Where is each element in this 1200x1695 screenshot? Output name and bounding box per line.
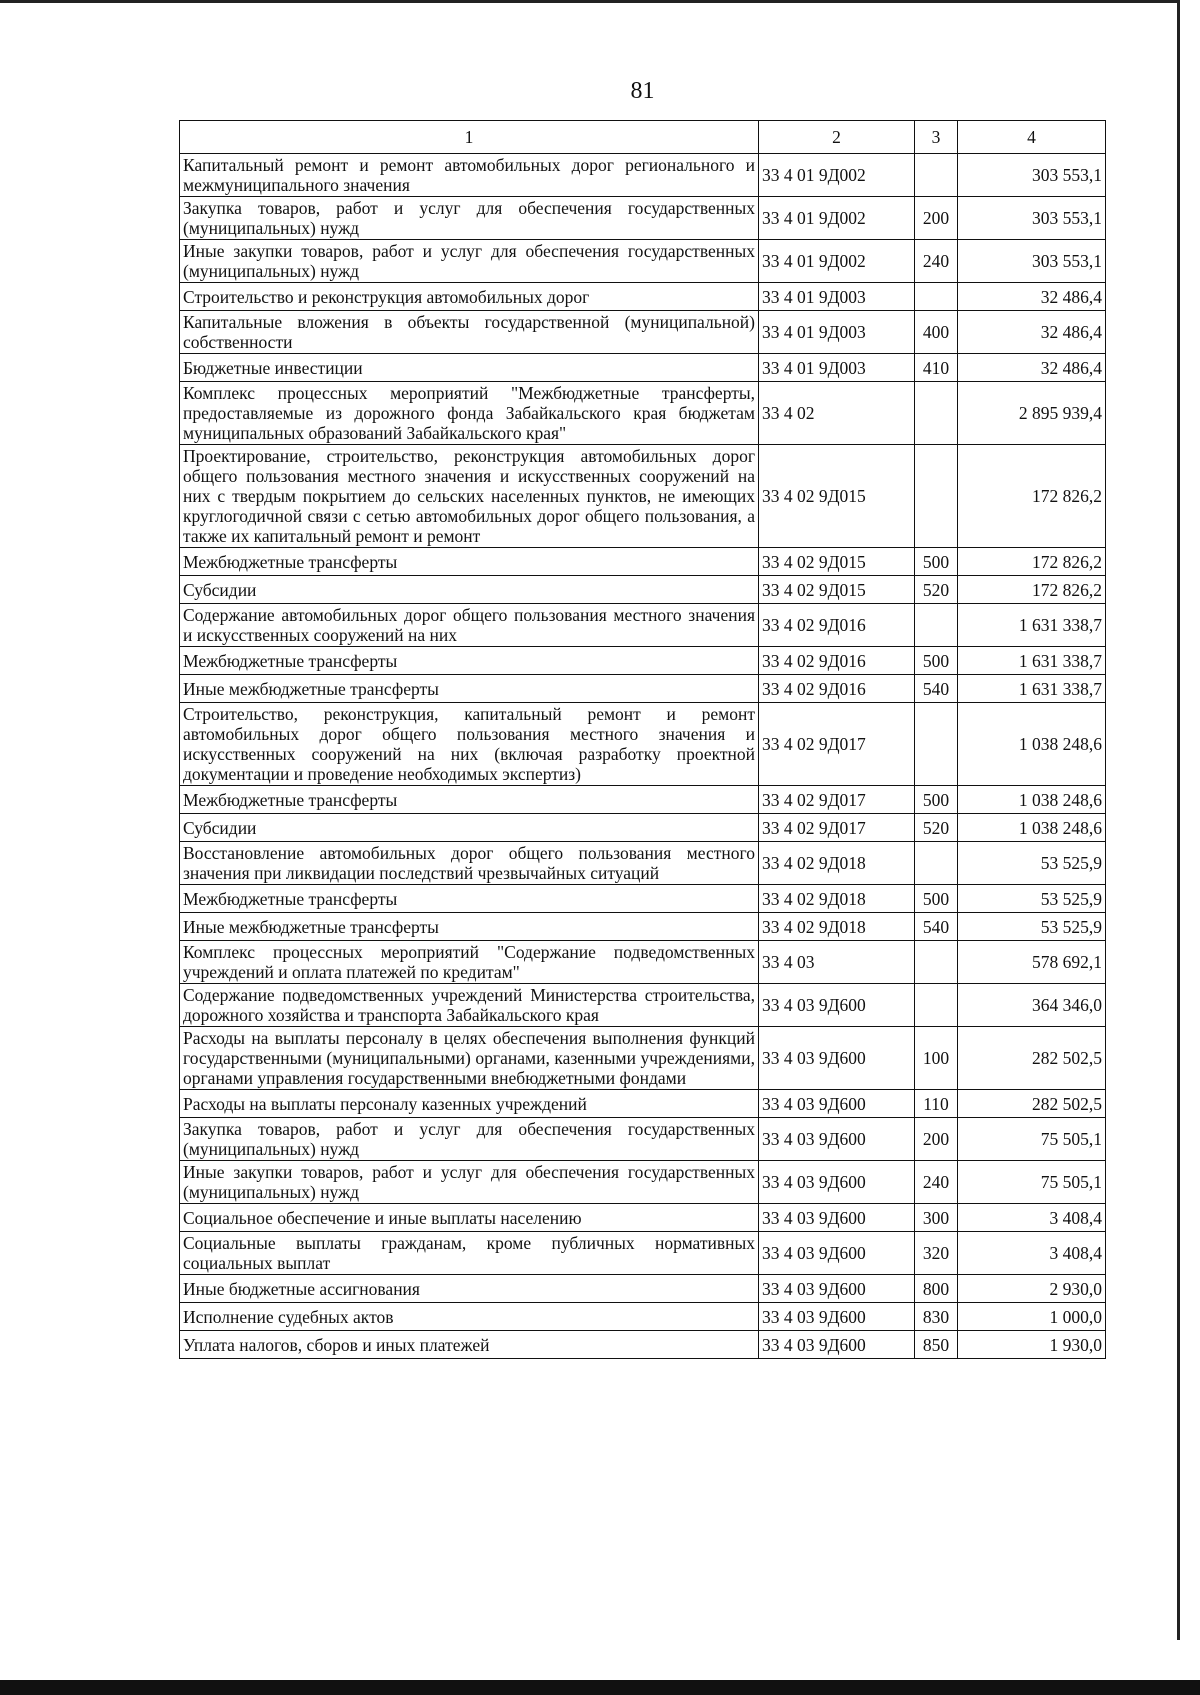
- header-col-1: 1: [180, 121, 759, 154]
- row-sum: 53 525,9: [958, 842, 1106, 885]
- page-number: 81: [630, 78, 655, 104]
- row-sum: 1 631 338,7: [958, 647, 1106, 675]
- row-code: 33 4 01 9Д003: [759, 311, 915, 354]
- row-type: 110: [915, 1090, 958, 1118]
- row-sum: 3 408,4: [958, 1232, 1106, 1275]
- table-row: [180, 1161, 1106, 1204]
- row-type: 540: [915, 675, 958, 703]
- table-row: [180, 283, 1106, 311]
- table-row: [180, 1331, 1106, 1359]
- row-name: Комплекс процессных мероприятий "Содержание подведомственных учреждений и оплата платежей по кредитам": [180, 941, 759, 984]
- row-name: Расходы на выплаты персоналу в целях обеспечения выполнения функций государственными (муниципальными) органами, казенными учреждениями, органами управления государственными внебюджетными фондами: [180, 1027, 759, 1090]
- row-name: Социальное обеспечение и иные выплаты населению: [180, 1204, 759, 1232]
- row-code: 33 4 02 9Д017: [759, 703, 915, 786]
- row-type: 240: [915, 240, 958, 283]
- row-sum: 32 486,4: [958, 354, 1106, 382]
- table-row: [180, 1090, 1106, 1118]
- row-code: 33 4 03 9Д600: [759, 1303, 915, 1331]
- row-name: Субсидии: [180, 814, 759, 842]
- row-code: 33 4 03 9Д600: [759, 1275, 915, 1303]
- row-sum: 282 502,5: [958, 1090, 1106, 1118]
- row-name: Иные закупки товаров, работ и услуг для обеспечения государственных (муниципальных) нужд: [180, 1161, 759, 1204]
- row-sum: 53 525,9: [958, 885, 1106, 913]
- table-row: [180, 1275, 1106, 1303]
- row-sum: 1 038 248,6: [958, 786, 1106, 814]
- row-sum: 1 000,0: [958, 1303, 1106, 1331]
- row-sum: 2 895 939,4: [958, 382, 1106, 445]
- row-type: 500: [915, 885, 958, 913]
- row-code: 33 4 03 9Д600: [759, 1161, 915, 1204]
- row-code: 33 4 03: [759, 941, 915, 984]
- row-type: [915, 604, 958, 647]
- row-name: Капитальные вложения в объекты государственной (муниципальной) собственности: [180, 311, 759, 354]
- row-code: 33 4 01 9Д002: [759, 240, 915, 283]
- row-code: 33 4 03 9Д600: [759, 1090, 915, 1118]
- row-type: 200: [915, 197, 958, 240]
- row-type: 500: [915, 786, 958, 814]
- row-sum: 1 631 338,7: [958, 604, 1106, 647]
- row-code: 33 4 03 9Д600: [759, 1232, 915, 1275]
- row-sum: 2 930,0: [958, 1275, 1106, 1303]
- table-row: [180, 197, 1106, 240]
- table-row: [180, 604, 1106, 647]
- row-name: Расходы на выплаты персоналу казенных учреждений: [180, 1090, 759, 1118]
- row-type: [915, 154, 958, 197]
- row-sum: 282 502,5: [958, 1027, 1106, 1090]
- row-type: 800: [915, 1275, 958, 1303]
- row-sum: 53 525,9: [958, 913, 1106, 941]
- row-type: 850: [915, 1331, 958, 1359]
- row-type: [915, 842, 958, 885]
- row-code: 33 4 03 9Д600: [759, 1027, 915, 1090]
- row-name: Строительство, реконструкция, капитальный ремонт и ремонт автомобильных дорог общего пользования местного значения и искусственных сооружений на них (включая разработку проектной документации и проведение необходимых экспертиз): [180, 703, 759, 786]
- row-name: Закупка товаров, работ и услуг для обеспечения государственных (муниципальных) нужд: [180, 1118, 759, 1161]
- table-row: [180, 913, 1106, 941]
- row-type: [915, 984, 958, 1027]
- row-sum: 1 038 248,6: [958, 814, 1106, 842]
- table-row: [180, 1204, 1106, 1232]
- row-code: 33 4 02 9Д016: [759, 647, 915, 675]
- table-row: [180, 814, 1106, 842]
- table-row: [180, 382, 1106, 445]
- row-type: 500: [915, 647, 958, 675]
- row-sum: 32 486,4: [958, 311, 1106, 354]
- row-sum: 303 553,1: [958, 240, 1106, 283]
- row-code: 33 4 03 9Д600: [759, 1204, 915, 1232]
- row-type: [915, 382, 958, 445]
- row-sum: 172 826,2: [958, 548, 1106, 576]
- row-code: 33 4 02 9Д015: [759, 445, 915, 548]
- table-row: [180, 885, 1106, 913]
- row-sum: 32 486,4: [958, 283, 1106, 311]
- row-sum: 75 505,1: [958, 1118, 1106, 1161]
- table-header-row: [180, 121, 1106, 154]
- row-code: 33 4 02 9Д016: [759, 604, 915, 647]
- table-row: [180, 1232, 1106, 1275]
- row-code: 33 4 01 9Д002: [759, 197, 915, 240]
- row-name: Закупка товаров, работ и услуг для обеспечения государственных (муниципальных) нужд: [180, 197, 759, 240]
- row-code: 33 4 03 9Д600: [759, 1331, 915, 1359]
- row-name: Уплата налогов, сборов и иных платежей: [180, 1331, 759, 1359]
- table-row: [180, 548, 1106, 576]
- row-code: 33 4 02 9Д016: [759, 675, 915, 703]
- row-type: 400: [915, 311, 958, 354]
- row-code: 33 4 02 9Д017: [759, 786, 915, 814]
- row-name: Комплекс процессных мероприятий "Межбюджетные трансферты, предоставляемые из дорожного фонда Забайкальского края бюджетам муниципальных образований Забайкальского края": [180, 382, 759, 445]
- row-name: Содержание автомобильных дорог общего пользования местного значения и искусственных сооружений на них: [180, 604, 759, 647]
- row-code: 33 4 02: [759, 382, 915, 445]
- table-row: [180, 1303, 1106, 1331]
- row-sum: 3 408,4: [958, 1204, 1106, 1232]
- row-name: Межбюджетные трансферты: [180, 885, 759, 913]
- row-name: Иные закупки товаров, работ и услуг для обеспечения государственных (муниципальных) нужд: [180, 240, 759, 283]
- row-name: Исполнение судебных актов: [180, 1303, 759, 1331]
- table-row: [180, 311, 1106, 354]
- row-type: 200: [915, 1118, 958, 1161]
- row-code: 33 4 01 9Д003: [759, 283, 915, 311]
- row-name: Строительство и реконструкция автомобильных дорог: [180, 283, 759, 311]
- row-sum: 1 930,0: [958, 1331, 1106, 1359]
- row-name: Социальные выплаты гражданам, кроме публичных нормативных социальных выплат: [180, 1232, 759, 1275]
- row-name: Субсидии: [180, 576, 759, 604]
- table-row: [180, 647, 1106, 675]
- header-col-2: 2: [759, 121, 915, 154]
- row-code: 33 4 02 9Д018: [759, 842, 915, 885]
- scan-border-bottom: [0, 1680, 1200, 1695]
- row-type: [915, 941, 958, 984]
- row-type: [915, 703, 958, 786]
- row-type: 300: [915, 1204, 958, 1232]
- row-code: 33 4 02 9Д015: [759, 576, 915, 604]
- row-code: 33 4 02 9Д018: [759, 885, 915, 913]
- row-type: 500: [915, 548, 958, 576]
- table-row: [180, 941, 1106, 984]
- row-type: 320: [915, 1232, 958, 1275]
- row-type: 520: [915, 576, 958, 604]
- row-code: 33 4 02 9Д015: [759, 548, 915, 576]
- row-name: Иные межбюджетные трансферты: [180, 913, 759, 941]
- row-name: Межбюджетные трансферты: [180, 647, 759, 675]
- table-row: [180, 984, 1106, 1027]
- row-sum: 303 553,1: [958, 154, 1106, 197]
- row-sum: 1 038 248,6: [958, 703, 1106, 786]
- row-code: 33 4 01 9Д002: [759, 154, 915, 197]
- row-code: 33 4 03 9Д600: [759, 984, 915, 1027]
- row-name: Бюджетные инвестиции: [180, 354, 759, 382]
- row-code: 33 4 01 9Д003: [759, 354, 915, 382]
- row-sum: 172 826,2: [958, 576, 1106, 604]
- header-col-3: 3: [915, 121, 958, 154]
- table-row: [180, 1027, 1106, 1090]
- row-sum: 172 826,2: [958, 445, 1106, 548]
- row-sum: 75 505,1: [958, 1161, 1106, 1204]
- scan-border-top: [0, 0, 1178, 3]
- row-name: Межбюджетные трансферты: [180, 786, 759, 814]
- table-row: [180, 576, 1106, 604]
- scan-border-right: [1177, 0, 1180, 1640]
- table-row: [180, 1118, 1106, 1161]
- row-name: Иные бюджетные ассигнования: [180, 1275, 759, 1303]
- row-name: Межбюджетные трансферты: [180, 548, 759, 576]
- header-col-4: 4: [958, 121, 1106, 154]
- row-type: 520: [915, 814, 958, 842]
- table-row: [180, 154, 1106, 197]
- table-row: [180, 842, 1106, 885]
- table-row: [180, 240, 1106, 283]
- row-type: 410: [915, 354, 958, 382]
- row-name: Капитальный ремонт и ремонт автомобильных дорог регионального и межмуниципального значения: [180, 154, 759, 197]
- row-name: Проектирование, строительство, реконструкция автомобильных дорог общего пользования местного значения и искусственных сооружений на них с твердым покрытием до сельских населенных пунктов, не имеющих круглогодичной связи с сетью автомобильных дорог общего пользования, а также их капитальный ремонт и ремонт: [180, 445, 759, 548]
- row-name: Иные межбюджетные трансферты: [180, 675, 759, 703]
- row-name: Восстановление автомобильных дорог общего пользования местного значения при ликвидации последствий чрезвычайных ситуаций: [180, 842, 759, 885]
- row-type: 540: [915, 913, 958, 941]
- row-type: 830: [915, 1303, 958, 1331]
- table-row: [180, 445, 1106, 548]
- budget-table: [179, 120, 1106, 1359]
- row-name: Содержание подведомственных учреждений Министерства строительства, дорожного хозяйства и транспорта Забайкальского края: [180, 984, 759, 1027]
- row-type: 240: [915, 1161, 958, 1204]
- row-type: 100: [915, 1027, 958, 1090]
- row-sum: 578 692,1: [958, 941, 1106, 984]
- table-row: [180, 675, 1106, 703]
- row-code: 33 4 02 9Д018: [759, 913, 915, 941]
- table-row: [180, 703, 1106, 786]
- table-row: [180, 786, 1106, 814]
- row-type: [915, 283, 958, 311]
- row-sum: 364 346,0: [958, 984, 1106, 1027]
- table-row: [180, 354, 1106, 382]
- row-code: 33 4 02 9Д017: [759, 814, 915, 842]
- row-sum: 1 631 338,7: [958, 675, 1106, 703]
- row-sum: 303 553,1: [958, 197, 1106, 240]
- row-type: [915, 445, 958, 548]
- row-code: 33 4 03 9Д600: [759, 1118, 915, 1161]
